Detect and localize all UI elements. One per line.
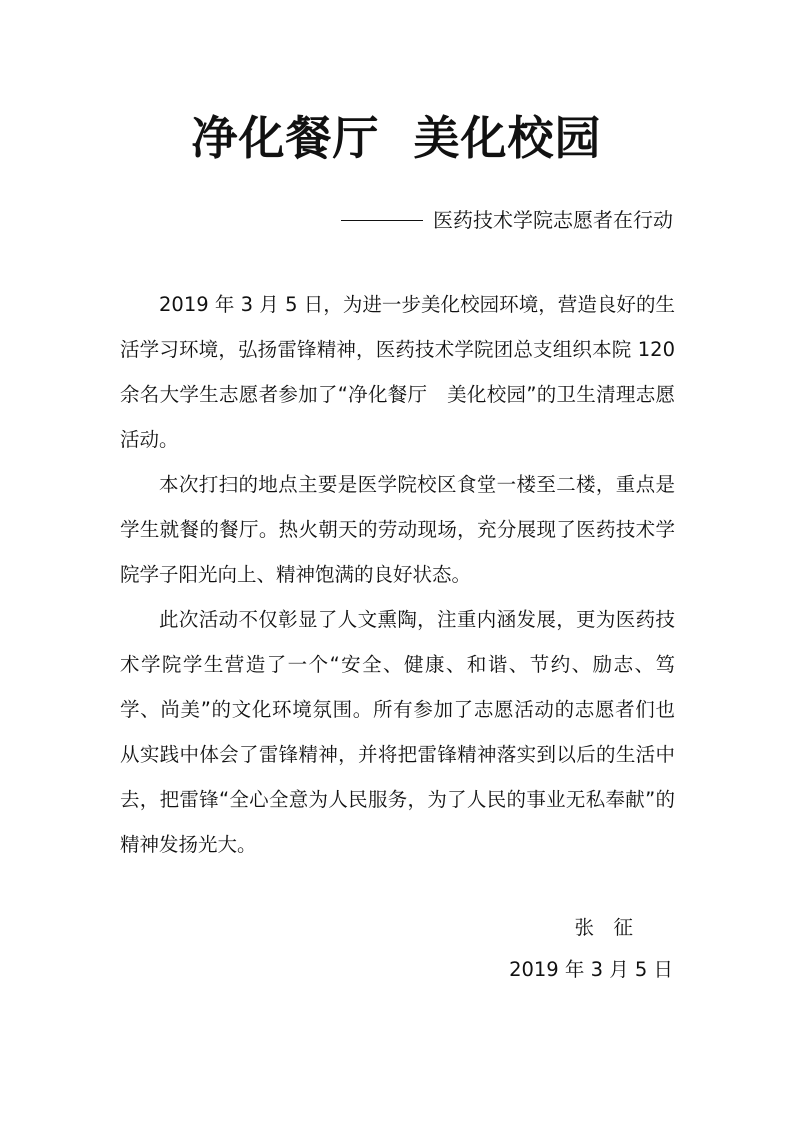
byline-text: 医药技术学院志愿者在行动 bbox=[433, 208, 673, 232]
paragraph-2: 本次打扫的地点主要是医学院校区食堂一楼至二楼，重点是学生就餐的餐厅。热火朝天的劳动现场，充分展现了医药技术学院学子阳光向上、精神饱满的良好状态。 bbox=[120, 473, 675, 586]
paragraph-1: 2019 年 3 月 5 日，为进一步美化校园环境，营造良好的生活学习环境，弘扬雷锋精神，医药技术学院团总支组织本院 120 余名大学生志愿者参加了“净化餐厅 美化校园”的卫生清理志愿活动。 bbox=[120, 293, 675, 451]
signature-date: 2019 年 3 月 5 日 bbox=[509, 958, 673, 981]
document-title: 净化餐厅 美化校园 bbox=[191, 111, 602, 165]
byline bbox=[341, 204, 673, 236]
document-body bbox=[120, 282, 675, 867]
signature: 张 征 bbox=[574, 916, 633, 939]
byline-dash bbox=[341, 220, 423, 221]
paragraph-3: 此次活动不仅彰显了人文熏陶，注重内涵发展，更为医药技术学院学生营造了一个“安全、健康、和谐、节约、励志、笃学、尚美”的文化环境氛围。所有参加了志愿活动的志愿者们也从实践中体会了雷锋精神，并将把雷锋精神落实到以后的生活中去，把雷锋“全心全意为人民服务，为了人民的事业无私奉献”的精神发扬光大。 bbox=[120, 608, 675, 856]
